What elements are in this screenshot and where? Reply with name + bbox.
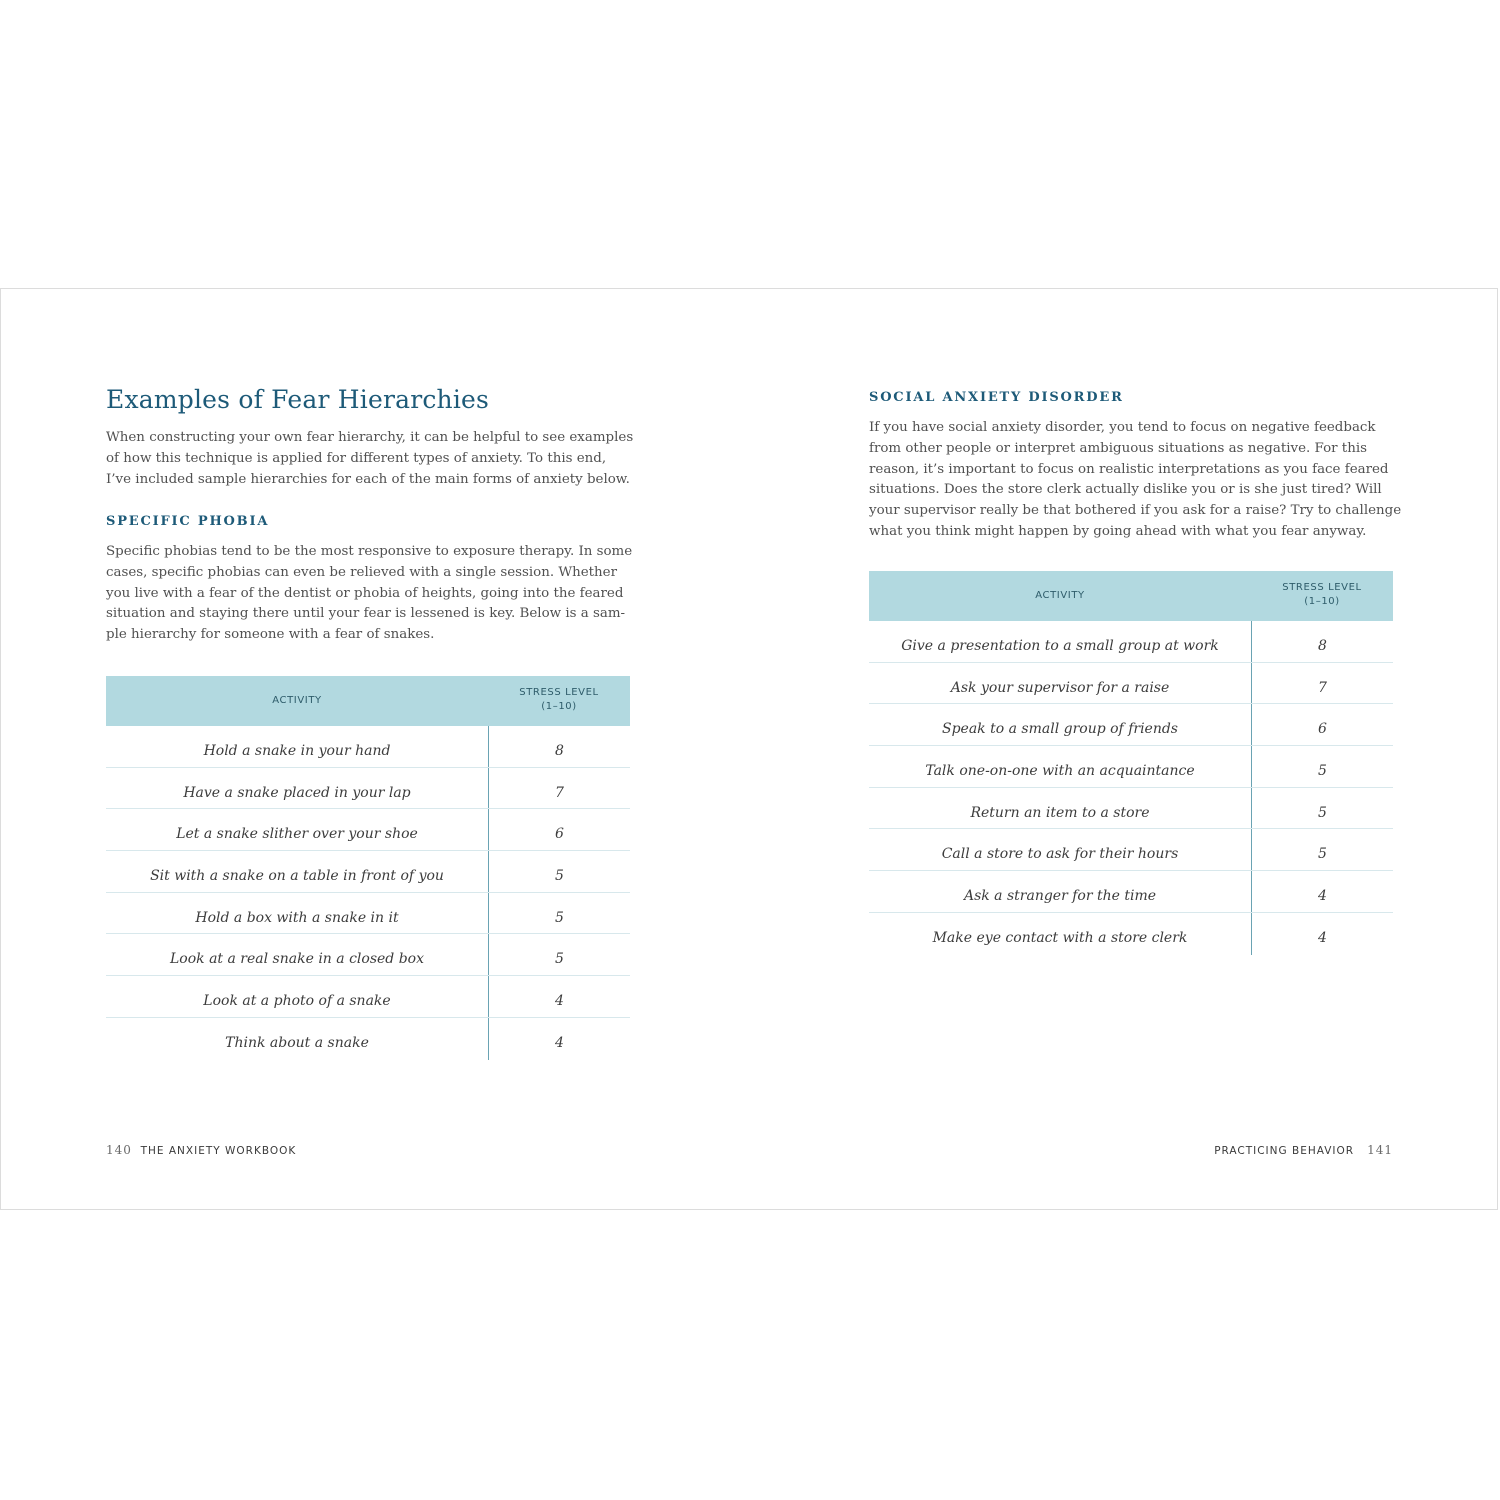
stress-level-cell: 8 xyxy=(1318,638,1327,654)
table-row xyxy=(106,1018,630,1060)
text-line: situations. Does the store clerk actually dislike you or is she just tired? Will xyxy=(869,482,1382,498)
stress-level-cell: 5 xyxy=(555,868,564,885)
text-line: When constructing your own fear hierarchy, it can be helpful to see examples xyxy=(106,430,634,445)
stress-level-cell: 4 xyxy=(1318,929,1327,946)
activity-cell: Ask your supervisor for a raise xyxy=(950,679,1170,696)
text-line: you live with a fear of the dentist or phobia of heights, going into the feared xyxy=(106,585,624,601)
activity-cell: Look at a real snake in a closed box xyxy=(170,951,424,968)
stress-level-cell: 5 xyxy=(555,909,564,926)
page-footer-right xyxy=(1214,1143,1393,1157)
table-row xyxy=(869,663,1393,705)
column-header-activity: ACTIVITY xyxy=(272,695,322,706)
activity-cell: Think about a snake xyxy=(225,1034,369,1051)
stress-level-cell: 5 xyxy=(555,951,564,968)
table-row xyxy=(869,871,1393,913)
table-row xyxy=(106,893,630,935)
stress-level-cell: 5 xyxy=(1318,804,1327,821)
stress-level-cell: 7 xyxy=(1318,679,1327,696)
activity-cell: Give a presentation to a small group at work xyxy=(901,638,1219,654)
table-row xyxy=(869,621,1393,663)
section-heading-specific-phobia: SPECIFIC PHOBIA xyxy=(106,514,270,529)
text-line: situation and staying there until your fear is lessened is key. Below is a sam- xyxy=(106,606,626,622)
activity-cell: Have a snake placed in your lap xyxy=(183,784,411,801)
activity-cell: Return an item to a store xyxy=(970,804,1150,821)
text-line: from other people or interpret ambiguous situations as negative. For this xyxy=(869,440,1367,456)
table-row xyxy=(106,934,630,976)
column-header-stress-level xyxy=(488,686,630,714)
text-line: reason, it’s important to focus on realistic interpretations as you face feared xyxy=(869,461,1389,477)
book-spread xyxy=(0,288,1498,1210)
header-line: (1–10) xyxy=(1304,596,1340,607)
text-line: ple hierarchy for someone with a fear of snakes. xyxy=(106,627,435,643)
activity-cell: Make eye contact with a store clerk xyxy=(932,929,1188,946)
table-header xyxy=(869,571,1393,621)
page-footer-left xyxy=(106,1143,296,1157)
running-footer-chapter-title: PRACTICING BEHAVIOR xyxy=(1214,1145,1355,1157)
activity-cell: Call a store to ask for their hours xyxy=(941,846,1179,863)
table-body xyxy=(106,726,630,1060)
stress-level-cell: 4 xyxy=(1318,888,1327,905)
stress-level-cell: 8 xyxy=(555,743,564,759)
text-line: cases, specific phobias can even be relieved with a single session. Whether xyxy=(106,564,617,580)
table-row xyxy=(869,788,1393,830)
activity-cell: Speak to a small group of friends xyxy=(941,721,1178,738)
activity-cell: Hold a snake in your hand xyxy=(203,743,391,759)
table-row xyxy=(106,726,630,768)
header-line: (1–10) xyxy=(541,701,577,712)
text-line: If you have social anxiety disorder, you tend to focus on negative feedback xyxy=(869,420,1376,435)
header-line: STRESS LEVEL xyxy=(1282,582,1362,593)
stress-level-cell: 4 xyxy=(555,993,564,1010)
text-line: what you think might happen by going ahead with what you fear anyway. xyxy=(869,523,1367,539)
table-row xyxy=(869,746,1393,788)
stress-level-cell: 6 xyxy=(1318,721,1327,738)
activity-cell: Hold a box with a snake in it xyxy=(195,909,399,926)
table-row xyxy=(869,704,1393,746)
text-line: I’ve included sample hierarchies for each of the main forms of anxiety below. xyxy=(106,471,630,487)
activity-cell: Talk one-on-one with an acquaintance xyxy=(925,763,1195,780)
page-number: 141 xyxy=(1367,1143,1393,1157)
column-header-stress-level xyxy=(1251,581,1393,609)
right-page xyxy=(869,289,1402,1209)
stress-level-cell: 4 xyxy=(555,1034,564,1051)
text-line: your supervisor really be that bothered if you ask for a raise? Try to challenge xyxy=(869,503,1402,519)
activity-cell: Ask a stranger for the time xyxy=(963,888,1157,905)
table-row xyxy=(106,851,630,893)
stress-level-cell: 7 xyxy=(555,784,564,801)
fear-hierarchy-table-snakes xyxy=(106,676,630,1060)
table-row xyxy=(869,913,1393,955)
social-anxiety-paragraph xyxy=(869,418,1401,543)
table-row xyxy=(869,829,1393,871)
stress-level-cell: 5 xyxy=(1318,846,1327,863)
activity-cell: Sit with a snake on a table in front of you xyxy=(150,868,444,885)
text-line: of how this technique is applied for different types of anxiety. To this end, xyxy=(106,450,607,466)
specific-phobia-paragraph xyxy=(106,542,632,646)
stress-level-cell: 5 xyxy=(1318,763,1327,780)
text-line: Specific phobias tend to be the most responsive to exposure therapy. In some xyxy=(106,544,633,559)
fear-hierarchy-table-social xyxy=(869,571,1393,955)
table-row xyxy=(106,976,630,1018)
page-number: 140 xyxy=(106,1143,132,1157)
table-body xyxy=(869,621,1393,955)
section-heading-social-anxiety: SOCIAL ANXIETY DISORDER xyxy=(869,390,1124,405)
running-footer-book-title: THE ANXIETY WORKBOOK xyxy=(140,1145,297,1157)
column-header-activity: ACTIVITY xyxy=(1035,590,1085,601)
activity-cell: Look at a photo of a snake xyxy=(203,993,391,1010)
header-line: STRESS LEVEL xyxy=(519,687,599,698)
left-page xyxy=(106,289,632,1209)
activity-cell: Let a snake slither over your shoe xyxy=(176,826,418,843)
table-row xyxy=(106,768,630,810)
table-row xyxy=(106,809,630,851)
page-title: Examples of Fear Hierarchies xyxy=(106,385,490,414)
stress-level-cell: 6 xyxy=(555,826,564,843)
intro-paragraph xyxy=(106,428,633,490)
table-header xyxy=(106,676,630,726)
